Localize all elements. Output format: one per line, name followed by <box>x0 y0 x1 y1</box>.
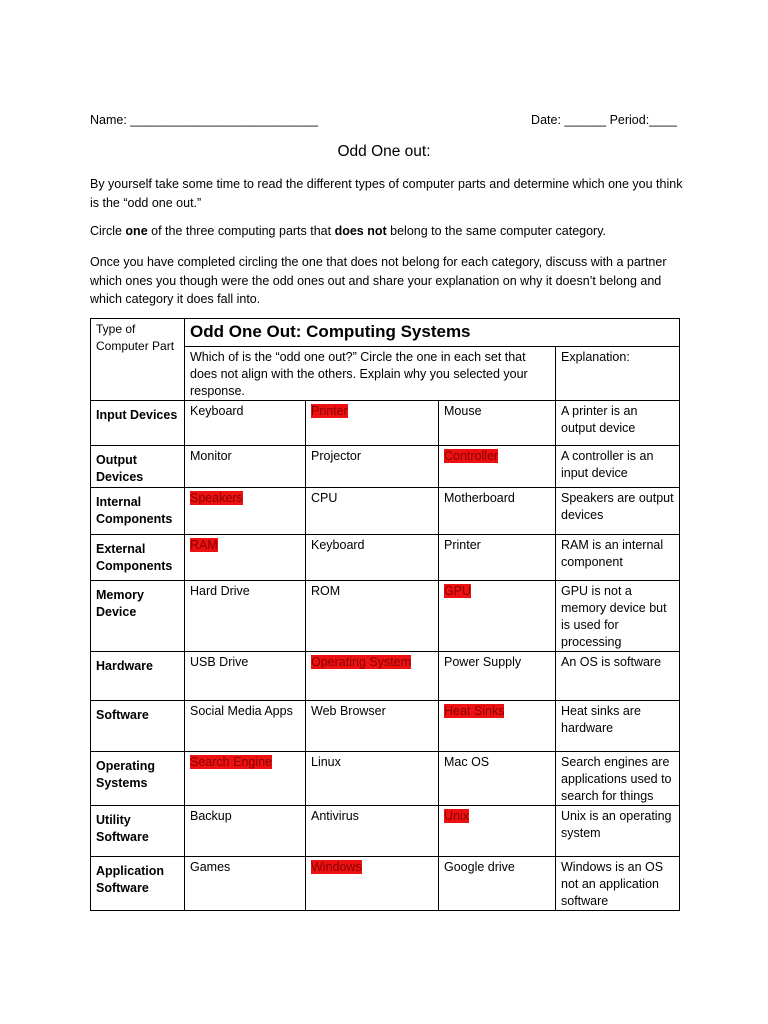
item-label: Motherboard <box>444 491 515 505</box>
odd-item-highlight: RAM <box>190 538 218 552</box>
category-cell: Utility Software <box>91 806 185 857</box>
item-cell[interactable] <box>185 446 306 488</box>
table-row <box>91 535 680 581</box>
table-row <box>91 446 680 488</box>
item-label: Projector <box>311 449 362 463</box>
explanation-cell[interactable]: GPU is not a memory device but is used for processing <box>556 581 680 652</box>
odd-item-highlight: Heat Sinks <box>444 704 505 718</box>
item-cell[interactable] <box>185 652 306 701</box>
instruction-emphasis-does-not: does not <box>334 224 387 238</box>
item-cell[interactable] <box>306 701 439 752</box>
explanation-cell[interactable]: Heat sinks are hardware <box>556 701 680 752</box>
item-cell[interactable] <box>439 857 556 911</box>
item-cell[interactable] <box>306 401 439 446</box>
table-body <box>91 319 680 911</box>
item-cell[interactable] <box>306 857 439 911</box>
question-header: Which of is the “odd one out?” Circle the one in each set that does not align with the others. Explain why you selected your response. <box>185 347 556 401</box>
item-label: Web Browser <box>311 704 386 718</box>
item-label: Keyboard <box>190 404 244 418</box>
date-period-field[interactable]: Date: ______ Period:____ <box>531 113 677 127</box>
item-cell[interactable] <box>306 752 439 806</box>
item-cell[interactable] <box>439 752 556 806</box>
item-label: USB Drive <box>190 655 249 669</box>
item-cell[interactable] <box>439 581 556 652</box>
table-title: Odd One Out: Computing Systems <box>190 322 471 341</box>
table-row <box>91 401 680 446</box>
instruction-paragraph-2 <box>90 222 685 241</box>
table-row <box>91 652 680 701</box>
explanation-cell[interactable]: Windows is an OS not an application software <box>556 857 680 911</box>
item-label: Hard Drive <box>190 584 250 598</box>
category-cell: Hardware <box>91 652 185 701</box>
item-cell[interactable] <box>439 401 556 446</box>
item-cell[interactable] <box>185 806 306 857</box>
table-row <box>91 581 680 652</box>
item-label: Games <box>190 860 231 874</box>
type-column-header: Type of Computer Part <box>91 319 185 401</box>
item-cell[interactable] <box>185 752 306 806</box>
odd-item-highlight: Unix <box>444 809 470 823</box>
explanation-cell[interactable]: An OS is software <box>556 652 680 701</box>
category-cell: Output Devices <box>91 446 185 488</box>
instruction-text: of the three computing parts that <box>147 224 335 238</box>
explanation-cell[interactable]: Speakers are output devices <box>556 488 680 535</box>
item-label: Mac OS <box>444 755 490 769</box>
odd-item-highlight: Speakers <box>190 491 243 505</box>
table-row <box>91 488 680 535</box>
table-row <box>91 701 680 752</box>
item-cell[interactable] <box>439 652 556 701</box>
odd-item-highlight: Controller <box>444 449 499 463</box>
item-cell[interactable] <box>306 581 439 652</box>
item-cell[interactable] <box>306 535 439 581</box>
odd-one-out-table <box>90 318 680 911</box>
table-header-row <box>91 319 680 347</box>
category-cell: Application Software <box>91 857 185 911</box>
odd-item-highlight: GPU <box>444 584 472 598</box>
item-label: Printer <box>444 538 481 552</box>
category-cell: Software <box>91 701 185 752</box>
instruction-emphasis-one: one <box>125 224 148 238</box>
header-row <box>90 113 680 131</box>
item-cell[interactable] <box>439 488 556 535</box>
item-cell[interactable] <box>439 446 556 488</box>
explanation-cell[interactable]: Unix is an operating system <box>556 806 680 857</box>
instruction-text: Circle <box>90 224 126 238</box>
item-label: ROM <box>311 584 341 598</box>
item-cell[interactable] <box>185 535 306 581</box>
explanation-cell[interactable]: RAM is an internal component <box>556 535 680 581</box>
odd-item-highlight: Windows <box>311 860 362 874</box>
item-cell[interactable] <box>185 488 306 535</box>
item-cell[interactable] <box>185 857 306 911</box>
item-label: Power Supply <box>444 655 522 669</box>
category-cell: Input Devices <box>91 401 185 446</box>
item-label: Keyboard <box>311 538 365 552</box>
table-title-cell <box>185 319 680 347</box>
item-label: Backup <box>190 809 232 823</box>
explanation-cell[interactable]: Search engines are applications used to search for things <box>556 752 680 806</box>
category-cell: Memory Device <box>91 581 185 652</box>
table-row <box>91 857 680 911</box>
instruction-text: belong to the same computer category. <box>386 224 607 238</box>
item-label: Social Media Apps <box>190 704 293 718</box>
item-label: Antivirus <box>311 809 359 823</box>
odd-item-highlight: Operating System <box>311 655 412 669</box>
item-label: Mouse <box>444 404 482 418</box>
item-cell[interactable] <box>306 488 439 535</box>
category-cell: Internal Components <box>91 488 185 535</box>
item-label: Monitor <box>190 449 232 463</box>
category-cell: Operating Systems <box>91 752 185 806</box>
item-cell[interactable] <box>439 701 556 752</box>
instruction-paragraph-3: Once you have completed circling the one that does not belong for each category, discuss with a partner which ones you though were the odd ones out and share your explanation on why it doesn’t belong and which category it does fall into. <box>90 255 667 306</box>
category-cell: External Components <box>91 535 185 581</box>
item-cell[interactable] <box>185 401 306 446</box>
odd-item-highlight: Search Engine <box>190 755 273 769</box>
item-label: Linux <box>311 755 341 769</box>
instruction-paragraph-1: By yourself take some time to read the different types of computer parts and determine which one you think is the “odd one out.” <box>90 177 683 210</box>
item-cell[interactable] <box>185 701 306 752</box>
explanation-cell[interactable]: A controller is an input device <box>556 446 680 488</box>
item-label: Google drive <box>444 860 515 874</box>
name-field[interactable]: Name: ___________________________ <box>90 113 318 127</box>
explanation-column-header: Explanation: <box>556 347 680 401</box>
table-row <box>91 806 680 857</box>
page-title: Odd One out: <box>337 143 431 160</box>
table-row <box>91 752 680 806</box>
item-label: CPU <box>311 491 338 505</box>
odd-item-highlight: Printer <box>311 404 348 418</box>
item-cell[interactable] <box>306 652 439 701</box>
item-cell[interactable] <box>439 535 556 581</box>
item-cell[interactable] <box>185 581 306 652</box>
item-cell[interactable] <box>439 806 556 857</box>
item-cell[interactable] <box>306 806 439 857</box>
explanation-cell[interactable]: A printer is an output device <box>556 401 680 446</box>
item-cell[interactable] <box>306 446 439 488</box>
